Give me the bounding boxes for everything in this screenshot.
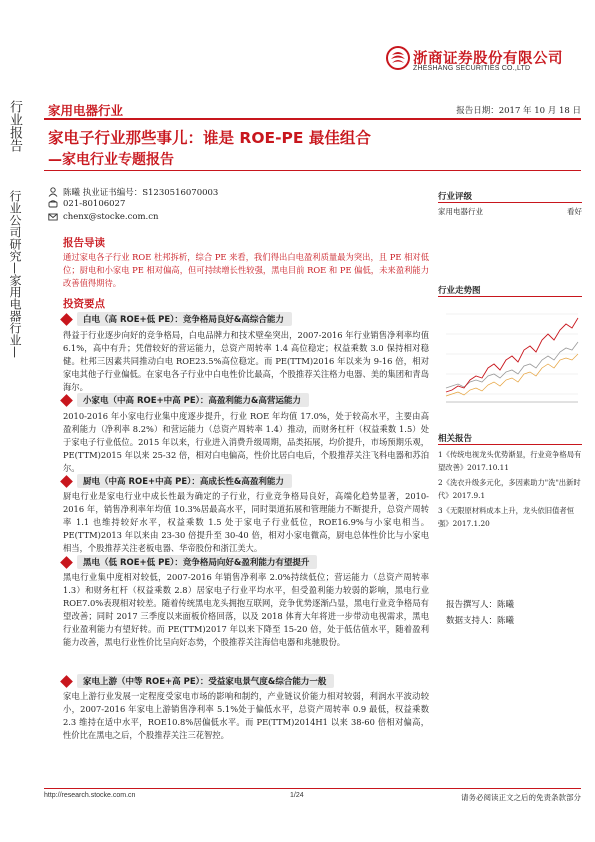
- bullet-diamond-icon: [60, 313, 73, 326]
- header-divider: [44, 118, 581, 120]
- side-label-report-type: 行业报告: [7, 100, 22, 152]
- analyst-name-line: 陈曦 执业证书编号：S1230516070003: [63, 188, 219, 198]
- report-date: 报告日期：2017 年 10 月 18 日: [456, 106, 581, 116]
- point-tag-kitchen: 厨电（中高 ROE+中高 PE）：高成长性&高盈利能力: [60, 474, 430, 488]
- footer-divider: [44, 788, 581, 789]
- phone-row: [48, 199, 125, 209]
- writer-row: [446, 598, 514, 610]
- point-text-upstream: 家电上游行业发展一定程度受家电市场的影响和制约，产业链议价能力相对较弱，利润水平波动较小，2007-2016 年家电上游销售净利率 5.1%处于偏低水平，总资产周转率 0.9 最低，权益乘数 2.3 维持在适中水平，ROE10.8%居偏低水平。而 PE(TTM)2014H1 以来 38-60 倍相对偏高，性价比在黑电之后，个股推荐关注三花智控。: [63, 691, 429, 740]
- support-label: 数据支持人：: [446, 616, 498, 626]
- point-tag-black-goods: 黑电（低 ROE+低 PE）：竞争格局向好&盈利能力有望提升: [60, 555, 430, 569]
- email-row[interactable]: [48, 212, 158, 222]
- company-logo-icon: [386, 46, 410, 70]
- mail-icon: [48, 212, 58, 222]
- bullet-diamond-icon: [60, 475, 73, 488]
- rating-row: [438, 206, 582, 217]
- points-heading: 投资要点: [63, 298, 105, 310]
- footer-disclaimer: 请务必阅读正文之后的免责条款部分: [461, 793, 581, 802]
- writer-name: 陈曦: [497, 600, 515, 610]
- point-tag-upstream: 家电上游（中等 ROE+高 PE）：受益家电景气度&综合能力一般: [60, 674, 430, 688]
- company-name-en: ZHESHANG SECURITIES CO.,LTD: [413, 65, 531, 72]
- guide-heading: 报告导读: [63, 237, 105, 249]
- related-heading: 相关报告: [438, 434, 473, 444]
- footer-page-number: 1/24: [290, 792, 304, 799]
- support-name: 陈曦: [497, 616, 515, 626]
- phone-icon: [48, 199, 58, 209]
- related-report-1[interactable]: 1《传统电视龙头优势渐显，行业竞争格局有望改善》2017.10.11: [438, 450, 582, 472]
- bullet-diamond-icon: [60, 556, 73, 569]
- rating-industry: 家用电器行业: [438, 207, 483, 216]
- point-text-small-appliances: 2010-2016 年小家电行业集中度逐步提升，行业 ROE 年均值 17.0%，处于较高水平，主要由高盈利能力（净利率 8.2%）和营运能力（总资产周转率 1.4）推动，而财务杠杆（权益乘数 1.5）处于家电子行业低位。2015 年以来，行业进入消费升级周期，品类拓展，均价提升，市场预期乐观，PE(TTM)2015 年以来 25-32 倍，相对白电偏高，性价比居白电后，个股推荐关注飞科电器和苏泊尔。: [63, 411, 429, 473]
- industry-trend-chart: [438, 302, 582, 414]
- report-title: 家电子行业那些事儿：谁是 ROE-PE 最佳组合: [48, 129, 371, 147]
- related-report-3[interactable]: 3《无限原材料成本上升，龙头依旧值者恒强》2017.1.20: [438, 506, 574, 528]
- point-tag-small-appliances: 小家电（中高 ROE+中高 PE）：高盈利能力&高营运能力: [60, 393, 430, 407]
- point-text-kitchen: 厨电行业是家电行业中成长性最为确定的子行业，行业竞争格局良好，高端化趋势显著，2010-2016 年，销售净利率年均值 10.3%居最高水平，同时渠道拓展和管理能力不断提升，总资产周转率 1.1 也维持较好水平，权益乘数 1.5 处于家电子行业低位，ROE16.9%与小家电相当。PE(TTM)2013 年以来由 23-30 倍提升至 30-40 倍，相对小家电微高，厨电总体性价比与小家电相当，个股推荐关注老板电器、华帝股份和浙江美大。: [63, 491, 429, 553]
- bullet-diamond-icon: [60, 675, 73, 688]
- trend-divider: [438, 296, 582, 297]
- footer-url[interactable]: http://research.stocke.com.cn: [44, 792, 136, 799]
- related-divider: [438, 444, 582, 445]
- analyst-row: [48, 186, 218, 198]
- point-text-black-goods: 黑电行业集中度相对较低，2007-2016 年销售净利率 2.0%持续低位；营运能力（总资产周转率 1.3）和财务杠杆（权益乘数 2.8）居家电子行业平均水平，但受盈利能力较弱的影响，黑电行业 ROE7.0%表现相对较差。随着传统黑电龙头拥抱互联网，竞争优势逐渐凸显，黑电行业竞争格局有望改善；同时 2017 三季度以来面板价格回落，以及 2018 体育大年将进一步带动电视需求，黑电行业盈利能力有望好转。而 PE(TTM)2017 年以来下降至 15-20 倍，处于低估值水平，随着盈利能力改善，黑电行业性价比呈向好态势，个股推荐关注海信电器和兆驰股份。: [63, 572, 429, 647]
- analyst-email[interactable]: chenx@stocke.com.cn: [63, 212, 159, 222]
- writer-label: 报告撰写人：: [446, 600, 498, 610]
- support-row: [446, 614, 514, 626]
- user-icon: [48, 187, 58, 197]
- rating-divider: [438, 202, 582, 203]
- company-name-cn: 浙商证券股份有限公司: [413, 51, 563, 67]
- point-tag-white-goods: 白电（高 ROE+低 PE）：竞争格局良好&高综合能力: [60, 312, 430, 326]
- guide-text: 通过家电各子行业 ROE 杜邦拆析，综合 PE 来看，我们得出白电盈利质量最为突出，且 PE 相对低位；厨电和小家电 PE 相对偏高，但可持续增长性较强，黑电目前 ROE 和 PE 偏低，未来盈利能力改善值得期待。: [63, 252, 429, 288]
- rating-heading: 行业评级: [438, 192, 473, 202]
- industry-title: 家用电器行业: [48, 103, 124, 118]
- trend-heading: 行业走势图: [438, 286, 481, 296]
- related-report-2[interactable]: 2《洗衣升级多元化，多因素助力"洗"出新时代》2017.9.1: [438, 478, 581, 500]
- report-subtitle: —家电行业专题报告: [48, 152, 174, 168]
- side-label-category: 行业公司研究—家用电器行业—: [8, 190, 22, 358]
- bullet-diamond-icon: [60, 394, 73, 407]
- analyst-phone: 021-80106027: [63, 199, 126, 209]
- rating-value: 看好: [567, 207, 582, 216]
- point-text-white-goods: 得益于行业逐步向好的竞争格局，白电品牌力和技术壁垒突出，2007-2016 年行业销售净利率均值 6.1%，高中有升；凭借较好的营运能力，总资产周转率 1.4 高位稳定；权益乘数 3.0 保持相对稳健。杜邦三因素共同推动白电 ROE23.5%高位稳定。而 PE(TTM)2016 年以来为 9-16 倍，相对家电其他子行业偏低。在家电各子行业中白电性价比最高，个股推荐关注格力电器、美的集团和青岛海尔。: [63, 330, 429, 392]
- title-divider: [44, 170, 581, 171]
